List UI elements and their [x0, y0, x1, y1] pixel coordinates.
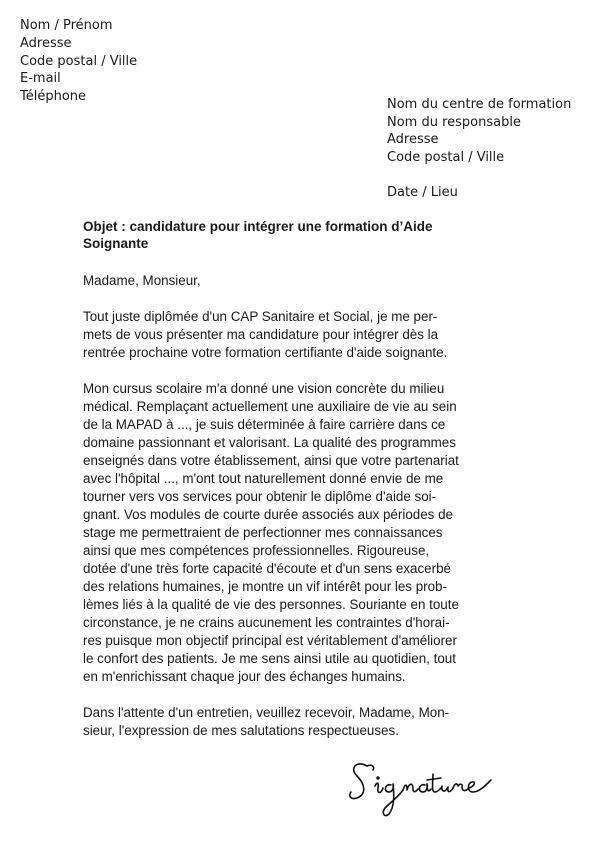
sender-address: Adresse	[20, 35, 72, 51]
paragraph-line: Mon cursus scolaire m'a donné une vision concrète du milieu	[83, 381, 445, 396]
sender-block	[20, 17, 137, 106]
paragraph-line: tourner vers vos services pour obtenir le diplôme d'aide soi-	[83, 489, 437, 504]
paragraph-line: Dans l'attente d'un entretien, veuillez recevoir, Madame, Mon-	[83, 705, 450, 720]
recipient-postal-city: Code postal / Ville	[387, 149, 505, 165]
paragraph-line: avec l'hôpital ..., m'ont tout naturellement donné envie de me	[83, 471, 444, 486]
paragraph-line: rentrée prochaine votre formation certifiante d'aide soignante.	[83, 345, 448, 360]
paragraph-line: lèmes liés à la qualité de vie des personnes. Souriante en toute	[83, 597, 459, 612]
handwritten-signature	[345, 752, 495, 824]
paragraph-line: Tout juste diplômée d'un CAP Sanitaire et Social, je me per-	[83, 309, 438, 324]
paragraph-3	[83, 704, 515, 740]
paragraph-line: ainsi que mes compétences professionnelles. Rigoureuse,	[83, 543, 430, 558]
paragraph-line: des relations humaines, je montre un vif intérêt pour les prob-	[83, 579, 447, 594]
paragraph-line: sieur, l'expression de mes salutations respectueuses.	[83, 723, 399, 738]
paragraph-line: circonstance, je ne crains aucunement les contraintes d'horai-	[83, 615, 450, 630]
paragraph-line: le confort des patients. Je me sens ainsi utile au quotidien, tout	[83, 651, 456, 666]
paragraph-line: en m'enrichissant chaque jour des échanges humains.	[83, 669, 406, 684]
recipient-center: Nom du centre de formation	[387, 97, 572, 112]
sender-phone: Téléphone	[20, 89, 87, 105]
paragraph-line: res puisque mon objectif principal est véritablement d'améliorer	[83, 633, 457, 648]
salutation: Madame, Monsieur,	[83, 273, 201, 288]
sender-name: Nom / Prénom	[20, 18, 113, 33]
paragraph-line: domaine passionnant et valorisant. La qualité des programmes	[83, 435, 456, 450]
subject-line-1: Objet : candidature pour intégrer une formation d’Aide	[83, 219, 433, 234]
paragraph-line: dotée d'une très forte capacité d'écoute et d'un sens exacerbé	[83, 561, 451, 576]
sender-postal-city: Code postal / Ville	[20, 53, 138, 69]
date-place: Date / Lieu	[387, 185, 458, 200]
paragraph-line: enseignés dans votre établissement, ainsi que votre partenariat	[83, 453, 459, 468]
paragraph-line: mets de vous présenter ma candidature pour intégrer dès la	[83, 327, 439, 342]
paragraph-line: de la MAPAD à ..., je suis déterminée à faire carrière dans ce	[83, 417, 446, 432]
letter-subject	[83, 218, 523, 252]
paragraph-line: gnant. Vos modules de courte durée associés aux périodes de	[83, 507, 453, 522]
recipient-address: Adresse	[387, 132, 439, 148]
paragraph-line: médical. Remplaçant actuellement une auxiliaire de vie au sein	[83, 399, 457, 414]
paragraph-1	[83, 308, 515, 362]
paragraph-2	[83, 380, 515, 686]
subject-line-2: Soignante	[83, 236, 149, 251]
recipient-manager: Nom du responsable	[387, 114, 521, 130]
signature-icon	[345, 752, 495, 824]
recipient-block	[387, 96, 571, 166]
sender-email: E-mail	[20, 71, 61, 87]
letter-body	[83, 272, 515, 758]
paragraph-line: stage me permettraient de perfectionner mes connaissances	[83, 525, 443, 540]
